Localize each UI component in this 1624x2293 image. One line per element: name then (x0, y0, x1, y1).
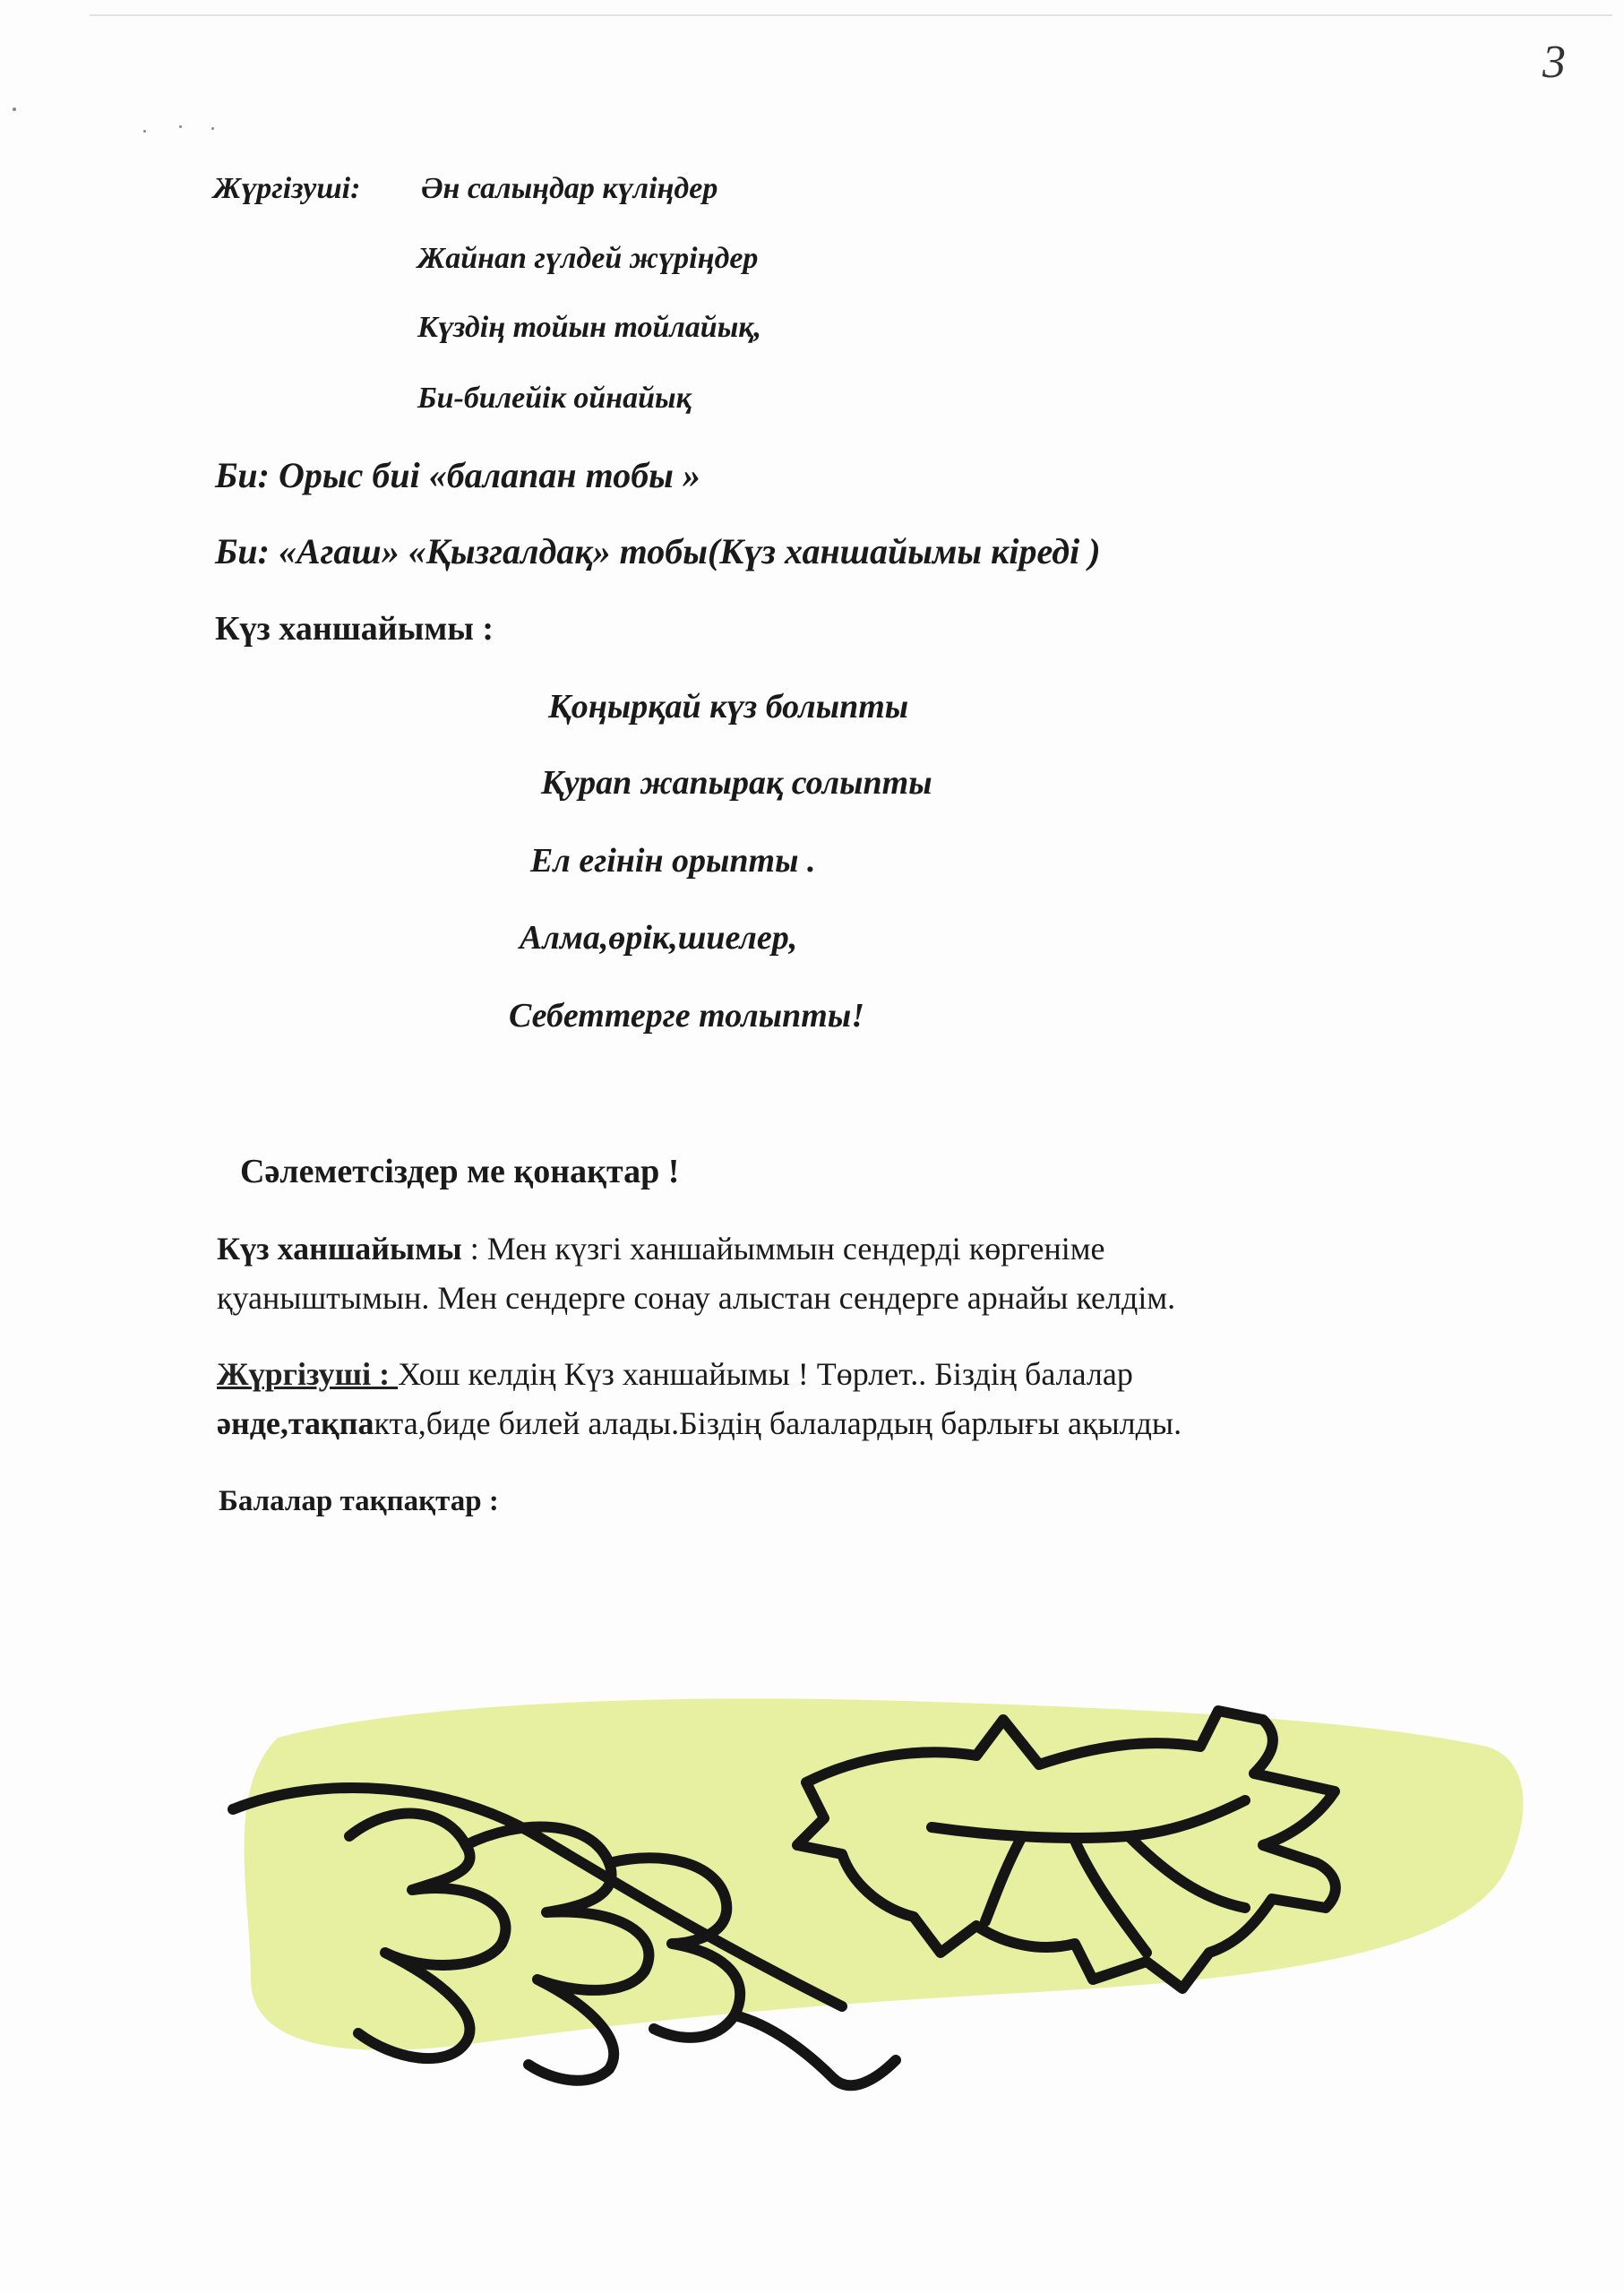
intro-verse-line: Би-билейік ойнайық (417, 382, 692, 415)
greeting: Сәлеметсіздер ме қонақтар ! (240, 1153, 680, 1190)
queen-poem-line: Қурап жапырақ солыпты (541, 764, 932, 802)
scan-speck (211, 127, 214, 130)
queen-speech-speaker: Күз ханшайымы (217, 1231, 462, 1267)
dance-line: Би: Орыс биі «балапан тобы » (215, 455, 700, 495)
intro-verse-line: Жайнап гүлдей жүріңдер (417, 242, 759, 275)
queen-poem-line: Ел егінін орыпты . (530, 842, 816, 880)
queen-speech-line: қуаныштымын. Мен сендерге сонау алыстан сендерге арнайы келдім. (217, 1280, 1176, 1316)
queen-speaker: Күз ханшайымы : (215, 610, 494, 648)
host-speech-bold: әнде,тақпа (217, 1405, 374, 1441)
host-speech-line (217, 1355, 1133, 1393)
host-speech-text: Хош келдің Күз ханшайымы ! Төрлет.. Біздің балалар (398, 1356, 1133, 1392)
host-speech-line (217, 1404, 1181, 1442)
queen-poem-line: Себеттерге толыпты! (509, 997, 864, 1035)
scan-speck (143, 130, 146, 133)
queen-poem-line: Алма,өрік,шиелер, (520, 919, 798, 957)
dance-line: Би: «Агаш» «Қызгалдақ» тобы(Күз ханшайымы кіреді ) (215, 531, 1101, 571)
intro-verse-line: Ән салыңдар күліңдер (421, 172, 718, 205)
intro-speaker: Жүргізуші: (213, 172, 361, 205)
leaves-illustration (215, 1684, 1541, 2096)
scan-speck (13, 107, 16, 111)
queen-speech-line (217, 1230, 1105, 1267)
queen-poem-line: Қоңырқай күз болыпты (548, 688, 909, 726)
host-speech-text: кта,биде билей алады.Біздің балалардың барлығы ақылды. (374, 1405, 1182, 1441)
queen-speech-text: : Мен күзгі ханшайыммын сендерді көргеніме (461, 1231, 1105, 1267)
kids-heading: Балалар тақпақтар : (219, 1485, 499, 1517)
scan-top-edge (90, 14, 1612, 16)
scan-speck (179, 125, 182, 128)
host-speaker: Жүргізуші : (217, 1356, 399, 1392)
page-number: 3 (1542, 37, 1566, 88)
intro-verse-line: Күздің тойын тойлайық, (417, 311, 762, 344)
